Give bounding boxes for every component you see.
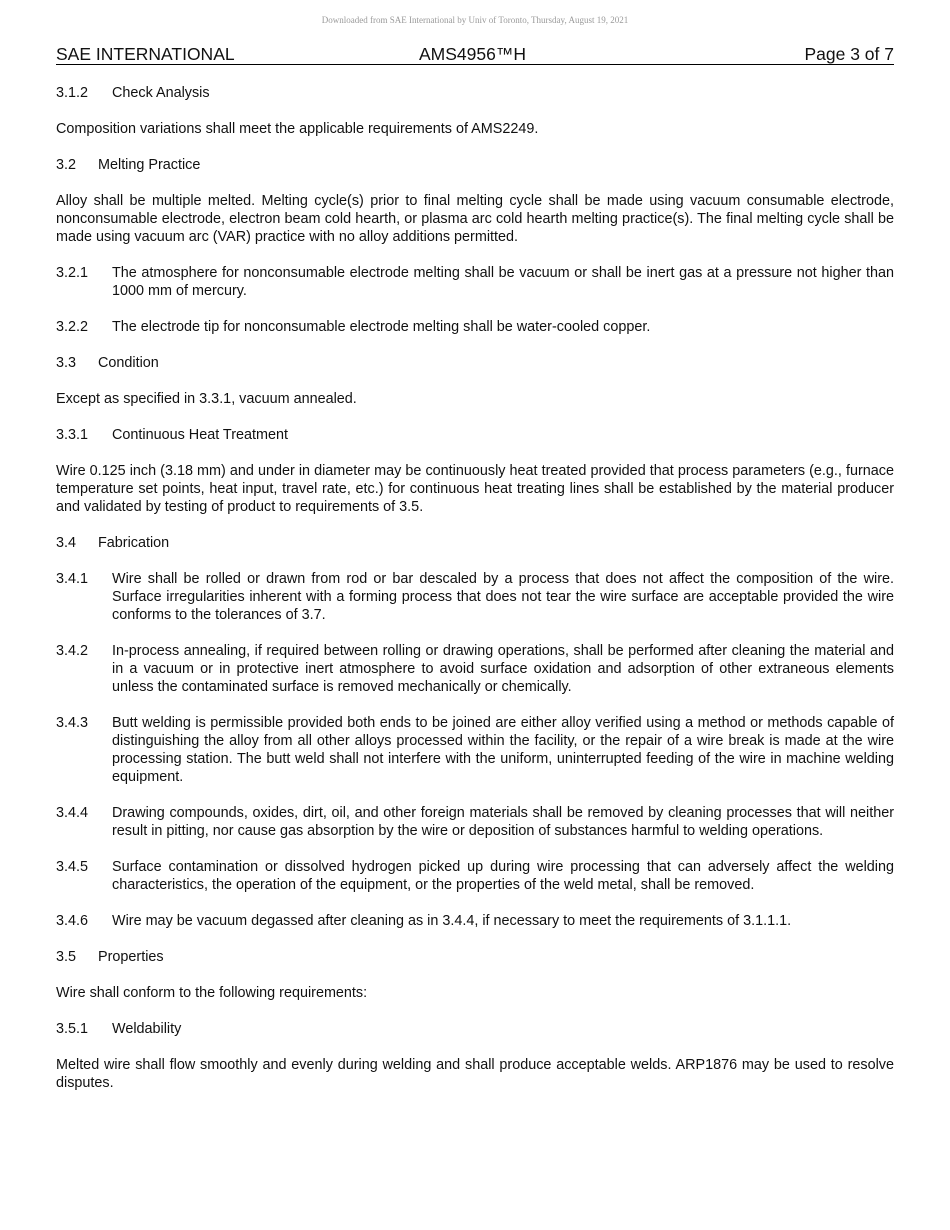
item-3-4-3 — [56, 714, 894, 786]
paragraph-3-5: Wire shall conform to the following requirements: — [56, 985, 368, 1001]
page-header — [56, 44, 894, 65]
item-number: 3.2.1 — [56, 265, 89, 281]
section-number: 3.3 — [56, 355, 77, 371]
section-title: Continuous Heat Treatment — [112, 427, 288, 443]
item-text: Wire may be vacuum degassed after cleaning as in 3.4.4, if necessary to meet the requirements of 3.1.1.1. — [112, 913, 792, 929]
heading-3-1-2 — [56, 84, 894, 102]
download-watermark: Downloaded from SAE International by Univ of Toronto, Thursday, August 19, 2021 — [321, 15, 629, 25]
section-number: 3.5.1 — [56, 1021, 89, 1037]
paragraph-3-5-1: Melted wire shall flow smoothly and evenly during welding and shall produce acceptable welds. ARP1876 may be used to resolve disputes. — [56, 1057, 894, 1091]
item-3-4-4 — [56, 804, 894, 840]
section-number: 3.2 — [56, 157, 77, 173]
section-number: 3.3.1 — [56, 427, 89, 443]
section-title: Properties — [98, 949, 164, 965]
item-text: Wire shall be rolled or drawn from rod or bar descaled by a process that does not affect the composition of the wire. Surface irregularities inherent with a forming process that does not tear the wire surface are acceptable provided the wire conforms to the tolerances of 3.7. — [112, 571, 894, 623]
heading-3-2 — [56, 156, 894, 174]
heading-3-3-1 — [56, 426, 894, 444]
item-number: 3.2.2 — [56, 319, 89, 335]
section-title: Check Analysis — [112, 85, 210, 101]
item-3-4-1 — [56, 570, 894, 624]
section-title: Fabrication — [98, 535, 170, 551]
header-page-number: Page 3 of 7 — [804, 44, 894, 64]
paragraph-3-2: Alloy shall be multiple melted. Melting cycle(s) prior to final melting cycle shall be made using vacuum consumable electrode, nonconsumable electrode, electron beam cold hearth, or plasma arc cold hearth melting practice(s). The final melting cycle shall be made using vacuum arc (VAR) practice with no alloy additions permitted. — [56, 193, 894, 245]
section-number: 3.4 — [56, 535, 77, 551]
paragraph-3-3-1: Wire 0.125 inch (3.18 mm) and under in diameter may be continuously heat treated provided that process parameters (e.g., furnace temperature set points, heat input, travel rate, etc.) for continuous heat treating lines shall be established by the material producer and validated by testing of product to requirements of 3.5. — [56, 463, 894, 515]
header-organization: SAE INTERNATIONAL — [56, 44, 235, 64]
section-number: 3.1.2 — [56, 85, 89, 101]
item-3-4-2 — [56, 642, 894, 696]
item-3-4-5 — [56, 858, 894, 894]
heading-3-4 — [56, 534, 894, 552]
heading-3-5-1 — [56, 1020, 894, 1038]
section-title: Melting Practice — [98, 157, 201, 173]
section-title: Condition — [98, 355, 159, 371]
item-3-4-6 — [56, 912, 894, 930]
item-number: 3.4.1 — [56, 571, 89, 587]
item-number: 3.4.6 — [56, 913, 89, 929]
item-number: 3.4.4 — [56, 805, 89, 821]
item-text: Surface contamination or dissolved hydrogen picked up during wire processing that can adversely affect the welding characteristics, the operation of the equipment, or the properties of the weld metal, shall be removed. — [112, 859, 894, 893]
item-number: 3.4.2 — [56, 643, 89, 659]
heading-3-5 — [56, 948, 894, 966]
section-number: 3.5 — [56, 949, 77, 965]
document-body — [56, 84, 894, 1110]
item-3-2-2 — [56, 318, 894, 336]
header-document-number: AMS4956™H — [419, 44, 526, 64]
item-text: Butt welding is permissible provided both ends to be joined are either alloy verified using a method or methods capable of distinguishing the alloy from all other alloys processed within the facility, or the repair of a wire break is made at the wire processing station. The butt weld shall not interfere with the uniform, uninterrupted feeding of the wire in machine welding equipment. — [112, 715, 894, 785]
paragraph-3-3: Except as specified in 3.3.1, vacuum annealed. — [56, 391, 357, 407]
paragraph-3-1-2: Composition variations shall meet the applicable requirements of AMS2249. — [56, 121, 539, 137]
section-title: Weldability — [112, 1021, 182, 1037]
item-text: The atmosphere for nonconsumable electrode melting shall be vacuum or shall be inert gas at a pressure not higher than 1000 mm of mercury. — [112, 265, 894, 299]
heading-3-3 — [56, 354, 894, 372]
item-text: The electrode tip for nonconsumable electrode melting shall be water-cooled copper. — [112, 319, 651, 335]
item-3-2-1 — [56, 264, 894, 300]
item-text: In-process annealing, if required between rolling or drawing operations, shall be performed after cleaning the material and in a vacuum or in protective inert atmosphere to avoid surface oxidation and adsorption of other extraneous elements unless the contaminated surface is removed mechanically or chemically. — [112, 643, 894, 695]
item-text: Drawing compounds, oxides, dirt, oil, and other foreign materials shall be removed by cleaning processes that will neither result in pitting, nor cause gas absorption by the wire or deposition of substances harmful to welding operations. — [112, 805, 894, 839]
item-number: 3.4.5 — [56, 859, 89, 875]
item-number: 3.4.3 — [56, 715, 89, 731]
